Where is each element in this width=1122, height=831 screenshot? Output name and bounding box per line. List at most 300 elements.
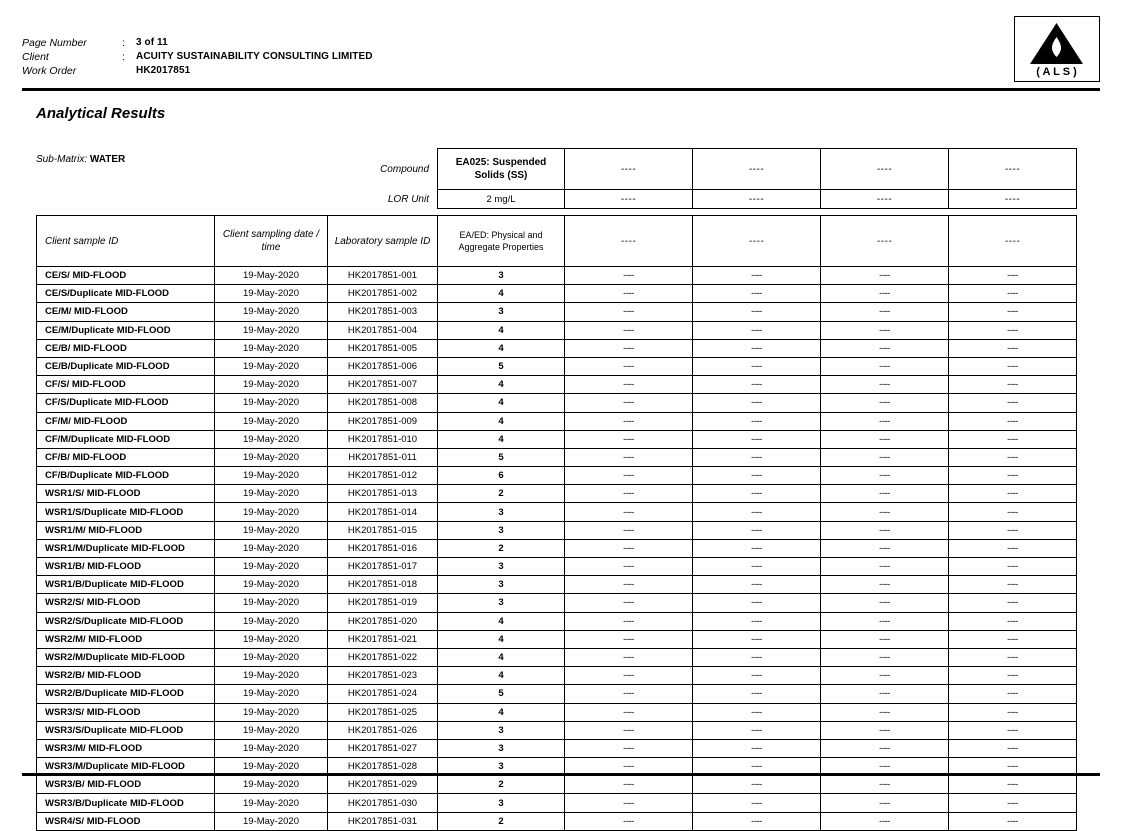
cell-sampling-date: 19-May-2020 <box>215 776 328 794</box>
client-value: ACUITY SUSTAINABILITY CONSULTING LIMITED <box>136 51 373 62</box>
cell-empty: ---- <box>821 776 949 794</box>
table-row <box>37 412 1077 430</box>
cell-empty: ---- <box>693 485 821 503</box>
cell-empty: ---- <box>693 776 821 794</box>
lor-empty-cell: ---- <box>949 190 1077 209</box>
table-row <box>37 776 1077 794</box>
cell-suspended-solids-value: 4 <box>438 394 565 412</box>
compound-row-label: Compound <box>380 163 429 175</box>
cell-empty: ---- <box>949 794 1077 812</box>
cell-client-sample-id: CE/S/Duplicate MID-FLOOD <box>37 285 215 303</box>
cell-empty: ---- <box>949 558 1077 576</box>
cell-empty: ---- <box>821 667 949 685</box>
lor-unit-cell: 2 mg/L <box>438 190 565 209</box>
cell-empty: ---- <box>949 576 1077 594</box>
cell-empty: ---- <box>693 285 821 303</box>
cell-laboratory-sample-id: HK2017851-008 <box>328 394 438 412</box>
cell-empty: ---- <box>565 339 693 357</box>
cell-suspended-solids-value: 4 <box>438 630 565 648</box>
cell-empty: ---- <box>949 758 1077 776</box>
cell-empty: ---- <box>693 412 821 430</box>
cell-empty: ---- <box>565 357 693 375</box>
cell-sampling-date: 19-May-2020 <box>215 357 328 375</box>
cell-laboratory-sample-id: HK2017851-015 <box>328 521 438 539</box>
cell-laboratory-sample-id: HK2017851-026 <box>328 721 438 739</box>
cell-client-sample-id: WSR2/S/Duplicate MID-FLOOD <box>37 612 215 630</box>
cell-laboratory-sample-id: HK2017851-011 <box>328 448 438 466</box>
cell-suspended-solids-value: 6 <box>438 467 565 485</box>
cell-empty: ---- <box>565 812 693 830</box>
cell-empty: ---- <box>821 576 949 594</box>
cell-empty: ---- <box>693 739 821 757</box>
cell-empty: ---- <box>949 467 1077 485</box>
svg-text:( A L S ): ( A L S ) <box>1036 66 1077 78</box>
cell-empty: ---- <box>821 321 949 339</box>
cell-client-sample-id: WSR1/M/Duplicate MID-FLOOD <box>37 539 215 557</box>
cell-empty: ---- <box>949 703 1077 721</box>
cell-empty: ---- <box>565 430 693 448</box>
cell-client-sample-id: CF/B/ MID-FLOOD <box>37 448 215 466</box>
cell-empty: ---- <box>821 394 949 412</box>
cell-laboratory-sample-id: HK2017851-004 <box>328 321 438 339</box>
cell-sampling-date: 19-May-2020 <box>215 376 328 394</box>
table-row <box>37 558 1077 576</box>
column-header-client-sample-id: Client sample ID <box>37 216 215 267</box>
cell-empty: ---- <box>565 758 693 776</box>
cell-empty: ---- <box>693 667 821 685</box>
cell-empty: ---- <box>693 357 821 375</box>
cell-client-sample-id: WSR3/S/ MID-FLOOD <box>37 703 215 721</box>
header-divider <box>22 88 1100 91</box>
cell-sampling-date: 19-May-2020 <box>215 430 328 448</box>
cell-empty: ---- <box>565 794 693 812</box>
column-header-empty: ---- <box>821 216 949 267</box>
cell-laboratory-sample-id: HK2017851-030 <box>328 794 438 812</box>
cell-client-sample-id: WSR3/M/ MID-FLOOD <box>37 739 215 757</box>
cell-sampling-date: 19-May-2020 <box>215 321 328 339</box>
cell-suspended-solids-value: 4 <box>438 285 565 303</box>
cell-empty: ---- <box>565 267 693 285</box>
cell-laboratory-sample-id: HK2017851-023 <box>328 667 438 685</box>
cell-laboratory-sample-id: HK2017851-022 <box>328 648 438 666</box>
cell-empty: ---- <box>821 721 949 739</box>
table-row <box>37 721 1077 739</box>
cell-laboratory-sample-id: HK2017851-010 <box>328 430 438 448</box>
cell-empty: ---- <box>821 303 949 321</box>
cell-empty: ---- <box>693 630 821 648</box>
cell-empty: ---- <box>565 521 693 539</box>
page-title: Analytical Results <box>36 105 166 122</box>
cell-suspended-solids-value: 2 <box>438 776 565 794</box>
cell-empty: ---- <box>693 303 821 321</box>
cell-empty: ---- <box>565 776 693 794</box>
cell-laboratory-sample-id: HK2017851-021 <box>328 630 438 648</box>
cell-empty: ---- <box>821 558 949 576</box>
cell-sampling-date: 19-May-2020 <box>215 648 328 666</box>
cell-empty: ---- <box>565 721 693 739</box>
cell-laboratory-sample-id: HK2017851-005 <box>328 339 438 357</box>
cell-suspended-solids-value: 4 <box>438 412 565 430</box>
table-row <box>37 485 1077 503</box>
table-row <box>37 648 1077 666</box>
cell-laboratory-sample-id: HK2017851-003 <box>328 303 438 321</box>
cell-empty: ---- <box>949 448 1077 466</box>
cell-empty: ---- <box>821 758 949 776</box>
cell-empty: ---- <box>821 503 949 521</box>
cell-empty: ---- <box>565 448 693 466</box>
cell-laboratory-sample-id: HK2017851-002 <box>328 285 438 303</box>
cell-empty: ---- <box>693 648 821 666</box>
cell-suspended-solids-value: 4 <box>438 339 565 357</box>
cell-client-sample-id: WSR2/M/ MID-FLOOD <box>37 630 215 648</box>
cell-empty: ---- <box>565 739 693 757</box>
cell-sampling-date: 19-May-2020 <box>215 758 328 776</box>
cell-empty: ---- <box>821 594 949 612</box>
cell-empty: ---- <box>565 467 693 485</box>
cell-empty: ---- <box>565 576 693 594</box>
cell-suspended-solids-value: 3 <box>438 558 565 576</box>
cell-empty: ---- <box>693 721 821 739</box>
table-row <box>37 612 1077 630</box>
cell-suspended-solids-value: 3 <box>438 794 565 812</box>
table-row <box>37 703 1077 721</box>
cell-sampling-date: 19-May-2020 <box>215 485 328 503</box>
cell-suspended-solids-value: 4 <box>438 703 565 721</box>
cell-client-sample-id: CF/S/ MID-FLOOD <box>37 376 215 394</box>
cell-client-sample-id: WSR2/B/Duplicate MID-FLOOD <box>37 685 215 703</box>
cell-empty: ---- <box>821 739 949 757</box>
cell-empty: ---- <box>949 321 1077 339</box>
table-row <box>37 339 1077 357</box>
analytical-results-table <box>36 148 1077 831</box>
cell-sampling-date: 19-May-2020 <box>215 558 328 576</box>
compound-empty-cell: ---- <box>693 149 821 190</box>
cell-sampling-date: 19-May-2020 <box>215 594 328 612</box>
table-row <box>37 394 1077 412</box>
cell-empty: ---- <box>693 794 821 812</box>
cell-empty: ---- <box>949 539 1077 557</box>
cell-laboratory-sample-id: HK2017851-019 <box>328 594 438 612</box>
compound-empty-cell: ---- <box>565 149 693 190</box>
cell-suspended-solids-value: 4 <box>438 321 565 339</box>
cell-sampling-date: 19-May-2020 <box>215 685 328 703</box>
cell-sampling-date: 19-May-2020 <box>215 503 328 521</box>
cell-empty: ---- <box>821 539 949 557</box>
cell-empty: ---- <box>693 321 821 339</box>
cell-empty: ---- <box>949 721 1077 739</box>
cell-sampling-date: 19-May-2020 <box>215 412 328 430</box>
cell-client-sample-id: CF/M/ MID-FLOOD <box>37 412 215 430</box>
cell-empty: ---- <box>693 267 821 285</box>
cell-suspended-solids-value: 3 <box>438 721 565 739</box>
cell-empty: ---- <box>565 412 693 430</box>
table-row <box>37 467 1077 485</box>
cell-empty: ---- <box>949 376 1077 394</box>
cell-suspended-solids-value: 3 <box>438 758 565 776</box>
column-header-method: EA/ED: Physical and Aggregate Properties <box>438 216 565 267</box>
cell-empty: ---- <box>949 812 1077 830</box>
client-label: Client <box>22 51 49 63</box>
cell-empty: ---- <box>693 376 821 394</box>
cell-empty: ---- <box>565 630 693 648</box>
lor-empty-cell: ---- <box>565 190 693 209</box>
cell-sampling-date: 19-May-2020 <box>215 521 328 539</box>
cell-sampling-date: 19-May-2020 <box>215 339 328 357</box>
cell-suspended-solids-value: 3 <box>438 521 565 539</box>
cell-empty: ---- <box>565 648 693 666</box>
column-header-row <box>37 216 1077 267</box>
cell-empty: ---- <box>821 794 949 812</box>
cell-empty: ---- <box>693 430 821 448</box>
cell-empty: ---- <box>949 357 1077 375</box>
cell-suspended-solids-value: 4 <box>438 667 565 685</box>
cell-empty: ---- <box>693 612 821 630</box>
cell-sampling-date: 19-May-2020 <box>215 721 328 739</box>
table-row <box>37 576 1077 594</box>
cell-empty: ---- <box>565 685 693 703</box>
cell-empty: ---- <box>693 703 821 721</box>
table-row <box>37 285 1077 303</box>
cell-empty: ---- <box>693 539 821 557</box>
cell-suspended-solids-value: 4 <box>438 612 565 630</box>
document-header <box>22 36 1100 78</box>
page-number-value: 3 of 11 <box>136 37 168 48</box>
cell-laboratory-sample-id: HK2017851-025 <box>328 703 438 721</box>
cell-suspended-solids-value: 4 <box>438 430 565 448</box>
cell-empty: ---- <box>693 594 821 612</box>
table-row <box>37 594 1077 612</box>
cell-empty: ---- <box>693 685 821 703</box>
cell-client-sample-id: WSR2/S/ MID-FLOOD <box>37 594 215 612</box>
cell-empty: ---- <box>821 430 949 448</box>
cell-suspended-solids-value: 3 <box>438 594 565 612</box>
cell-empty: ---- <box>949 594 1077 612</box>
compound-empty-cell: ---- <box>949 149 1077 190</box>
cell-client-sample-id: CE/M/ MID-FLOOD <box>37 303 215 321</box>
header-spacer-row <box>37 209 1077 216</box>
cell-client-sample-id: WSR2/B/ MID-FLOOD <box>37 667 215 685</box>
cell-sampling-date: 19-May-2020 <box>215 394 328 412</box>
cell-empty: ---- <box>949 630 1077 648</box>
table-row <box>37 321 1077 339</box>
cell-laboratory-sample-id: HK2017851-027 <box>328 739 438 757</box>
cell-empty: ---- <box>565 376 693 394</box>
cell-suspended-solids-value: 2 <box>438 485 565 503</box>
cell-suspended-solids-value: 5 <box>438 357 565 375</box>
column-header-empty: ---- <box>565 216 693 267</box>
cell-empty: ---- <box>565 321 693 339</box>
cell-empty: ---- <box>949 503 1077 521</box>
table-row <box>37 630 1077 648</box>
cell-suspended-solids-value: 4 <box>438 376 565 394</box>
column-header-empty: ---- <box>949 216 1077 267</box>
cell-sampling-date: 19-May-2020 <box>215 794 328 812</box>
als-logo <box>1014 16 1100 82</box>
cell-empty: ---- <box>565 703 693 721</box>
cell-suspended-solids-value: 3 <box>438 576 565 594</box>
cell-client-sample-id: CE/M/Duplicate MID-FLOOD <box>37 321 215 339</box>
table-row <box>37 539 1077 557</box>
cell-suspended-solids-value: 3 <box>438 303 565 321</box>
cell-empty: ---- <box>693 558 821 576</box>
cell-laboratory-sample-id: HK2017851-024 <box>328 685 438 703</box>
cell-empty: ---- <box>693 394 821 412</box>
cell-empty: ---- <box>821 339 949 357</box>
cell-empty: ---- <box>821 412 949 430</box>
cell-laboratory-sample-id: HK2017851-014 <box>328 503 438 521</box>
work-order-value: HK2017851 <box>136 65 191 76</box>
cell-empty: ---- <box>565 612 693 630</box>
cell-empty: ---- <box>693 758 821 776</box>
cell-empty: ---- <box>821 521 949 539</box>
cell-laboratory-sample-id: HK2017851-007 <box>328 376 438 394</box>
column-header-client-sampling-date: Client sampling date / time <box>215 216 328 267</box>
cell-laboratory-sample-id: HK2017851-029 <box>328 776 438 794</box>
cell-empty: ---- <box>821 448 949 466</box>
cell-laboratory-sample-id: HK2017851-009 <box>328 412 438 430</box>
table-row <box>37 739 1077 757</box>
cell-suspended-solids-value: 3 <box>438 267 565 285</box>
header-meta-row <box>22 36 373 50</box>
column-header-laboratory-sample-id: Laboratory sample ID <box>328 216 438 267</box>
work-order-label: Work Order <box>22 65 77 77</box>
cell-sampling-date: 19-May-2020 <box>215 739 328 757</box>
cell-empty: ---- <box>565 539 693 557</box>
cell-empty: ---- <box>949 612 1077 630</box>
cell-client-sample-id: WSR1/B/ MID-FLOOD <box>37 558 215 576</box>
sub-matrix-value: WATER <box>89 154 126 165</box>
cell-client-sample-id: CE/B/ MID-FLOOD <box>37 339 215 357</box>
header-meta-row <box>22 50 373 64</box>
cell-sampling-date: 19-May-2020 <box>215 448 328 466</box>
cell-empty: ---- <box>949 648 1077 666</box>
cell-suspended-solids-value: 3 <box>438 503 565 521</box>
cell-sampling-date: 19-May-2020 <box>215 285 328 303</box>
cell-sampling-date: 19-May-2020 <box>215 703 328 721</box>
work-order-colon <box>122 64 136 78</box>
cell-empty: ---- <box>821 285 949 303</box>
cell-sampling-date: 19-May-2020 <box>215 667 328 685</box>
cell-laboratory-sample-id: HK2017851-028 <box>328 758 438 776</box>
cell-laboratory-sample-id: HK2017851-001 <box>328 267 438 285</box>
cell-sampling-date: 19-May-2020 <box>215 576 328 594</box>
results-table-wrap <box>36 148 1076 831</box>
cell-sampling-date: 19-May-2020 <box>215 630 328 648</box>
cell-empty: ---- <box>565 485 693 503</box>
cell-empty: ---- <box>565 667 693 685</box>
cell-empty: ---- <box>949 303 1077 321</box>
cell-empty: ---- <box>693 503 821 521</box>
sub-matrix-label: Sub-Matrix: <box>36 154 88 165</box>
cell-empty: ---- <box>949 285 1077 303</box>
cell-empty: ---- <box>693 467 821 485</box>
cell-sampling-date: 19-May-2020 <box>215 303 328 321</box>
cell-client-sample-id: WSR3/S/Duplicate MID-FLOOD <box>37 721 215 739</box>
cell-laboratory-sample-id: HK2017851-013 <box>328 485 438 503</box>
cell-empty: ---- <box>565 285 693 303</box>
compound-header-row <box>37 149 1077 190</box>
cell-empty: ---- <box>693 448 821 466</box>
cell-empty: ---- <box>821 630 949 648</box>
compound-name-cell: EA025: Suspended Solids (SS) <box>438 149 565 190</box>
cell-suspended-solids-value: 2 <box>438 539 565 557</box>
cell-empty: ---- <box>693 521 821 539</box>
table-row <box>37 267 1077 285</box>
table-row <box>37 503 1077 521</box>
cell-client-sample-id: WSR4/S/ MID-FLOOD <box>37 812 215 830</box>
cell-sampling-date: 19-May-2020 <box>215 539 328 557</box>
cell-client-sample-id: CF/B/Duplicate MID-FLOOD <box>37 467 215 485</box>
table-row <box>37 448 1077 466</box>
cell-client-sample-id: WSR3/B/ MID-FLOOD <box>37 776 215 794</box>
cell-suspended-solids-value: 5 <box>438 448 565 466</box>
lor-unit-row-label: LOR Unit <box>387 193 429 205</box>
cell-suspended-solids-value: 3 <box>438 739 565 757</box>
cell-empty: ---- <box>565 503 693 521</box>
cell-empty: ---- <box>949 776 1077 794</box>
header-meta-table <box>22 36 373 78</box>
client-colon: : <box>122 51 125 63</box>
cell-client-sample-id: CF/M/Duplicate MID-FLOOD <box>37 430 215 448</box>
table-row <box>37 667 1077 685</box>
cell-empty: ---- <box>565 594 693 612</box>
cell-empty: ---- <box>949 521 1077 539</box>
cell-client-sample-id: WSR1/S/Duplicate MID-FLOOD <box>37 503 215 521</box>
cell-empty: ---- <box>821 612 949 630</box>
table-row <box>37 357 1077 375</box>
cell-laboratory-sample-id: HK2017851-006 <box>328 357 438 375</box>
cell-empty: ---- <box>949 394 1077 412</box>
cell-empty: ---- <box>821 467 949 485</box>
cell-client-sample-id: CE/B/Duplicate MID-FLOOD <box>37 357 215 375</box>
cell-laboratory-sample-id: HK2017851-016 <box>328 539 438 557</box>
lor-empty-cell: ---- <box>693 190 821 209</box>
table-row <box>37 376 1077 394</box>
table-row <box>37 430 1077 448</box>
table-row <box>37 521 1077 539</box>
header-meta-row <box>22 64 373 78</box>
cell-suspended-solids-value: 4 <box>438 648 565 666</box>
cell-empty: ---- <box>949 485 1077 503</box>
cell-laboratory-sample-id: HK2017851-017 <box>328 558 438 576</box>
footer-divider <box>22 773 1100 776</box>
cell-empty: ---- <box>565 303 693 321</box>
cell-empty: ---- <box>949 739 1077 757</box>
cell-client-sample-id: WSR3/B/Duplicate MID-FLOOD <box>37 794 215 812</box>
cell-empty: ---- <box>821 485 949 503</box>
cell-laboratory-sample-id: HK2017851-020 <box>328 612 438 630</box>
cell-suspended-solids-value: 5 <box>438 685 565 703</box>
lor-unit-row <box>37 190 1077 209</box>
cell-empty: ---- <box>565 558 693 576</box>
cell-empty: ---- <box>693 812 821 830</box>
cell-empty: ---- <box>565 394 693 412</box>
cell-sampling-date: 19-May-2020 <box>215 467 328 485</box>
cell-laboratory-sample-id: HK2017851-031 <box>328 812 438 830</box>
cell-empty: ---- <box>949 430 1077 448</box>
cell-empty: ---- <box>949 667 1077 685</box>
cell-client-sample-id: WSR1/M/ MID-FLOOD <box>37 521 215 539</box>
cell-empty: ---- <box>821 357 949 375</box>
table-row <box>37 303 1077 321</box>
table-row <box>37 794 1077 812</box>
cell-empty: ---- <box>949 685 1077 703</box>
column-header-empty: ---- <box>693 216 821 267</box>
cell-empty: ---- <box>821 812 949 830</box>
cell-empty: ---- <box>949 339 1077 357</box>
als-logo-icon <box>1015 17 1098 80</box>
cell-empty: ---- <box>821 648 949 666</box>
